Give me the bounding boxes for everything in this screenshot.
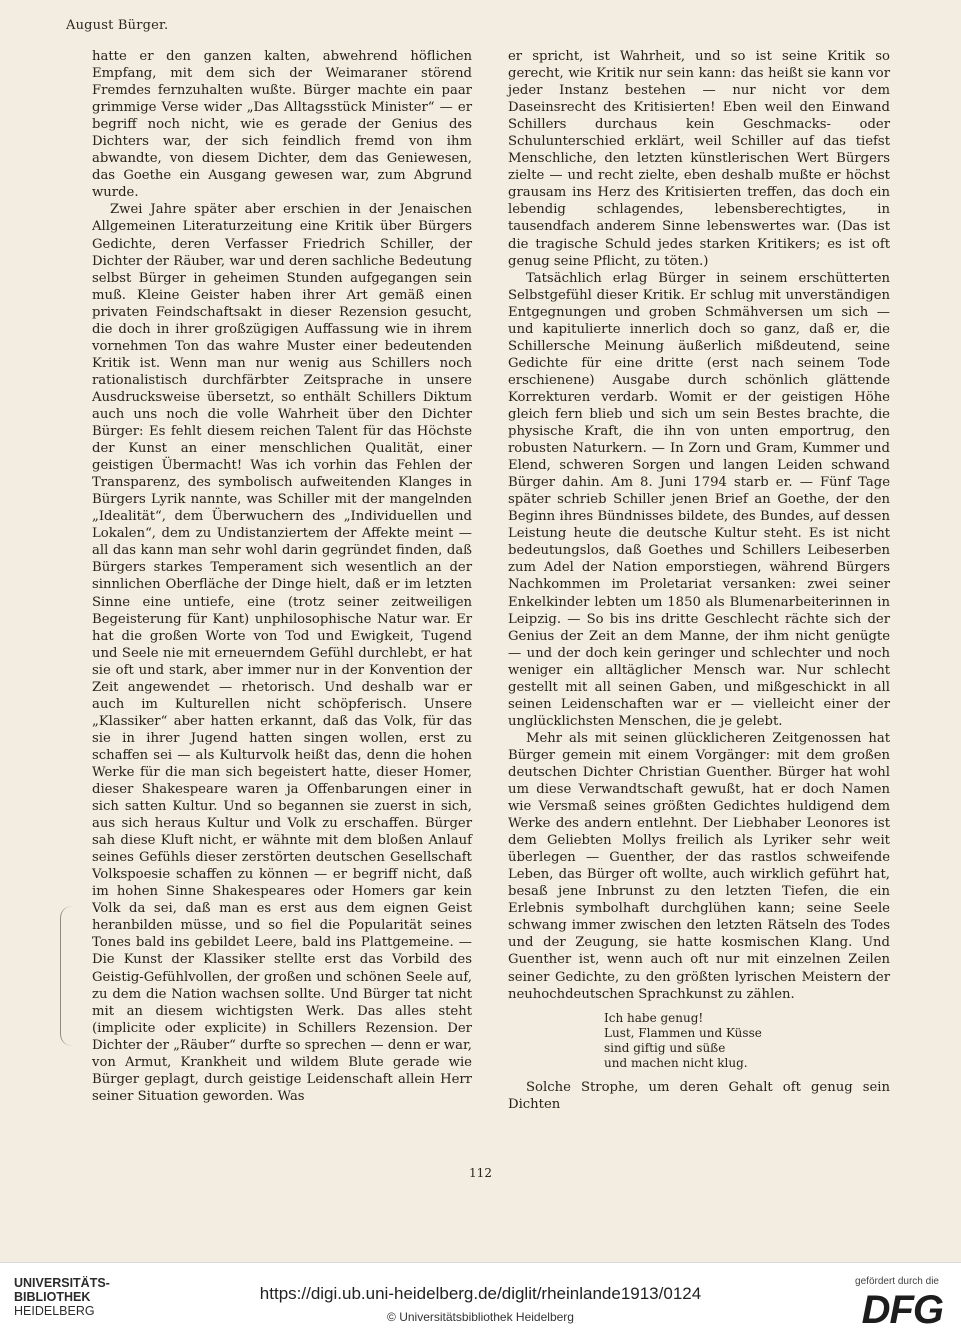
left-column (92, 48, 472, 1105)
library-logo-line: UNIVERSITÄTS- (14, 1276, 110, 1290)
dfg-logo[interactable]: DFG (861, 1288, 943, 1332)
poem-line: sind giftig und süße (604, 1040, 726, 1055)
right-column (508, 48, 890, 1113)
poem-line: Ich habe genug! (604, 1010, 704, 1025)
running-header: August Bürger. (66, 18, 169, 33)
poem-line: und machen nicht klug. (604, 1055, 748, 1070)
library-logo-line: HEIDELBERG (14, 1304, 95, 1318)
poem-quote (604, 1011, 890, 1071)
permalink-url[interactable]: https://digi.ub.uni-heidelberg.de/diglit/rheinlande1913/0124 (259, 1284, 702, 1303)
right-closing: Solche Strophe, um deren Gehalt oft genug sein Dichten (508, 1079, 890, 1112)
margin-pencil-bracket (60, 906, 83, 1046)
left-paragraph-1: hatte er den ganzen kalten, abwehrend höflichen Empfang, mit dem sich der Weimaraner störend Fremdes fernzuhalten wußte. Bürger machte ein paar grimmige Verse wider „Das Alltagsstück Minister“ — er begriff noch nicht, wie es gerade der Genius des Dichters war, der sich feindlich fremd von ihm abwandte, von diesem Dichter, dem das Geniewesen, das Goethe ein Ausgang gewesen war, zum Abgrund wurde. (92, 49, 472, 201)
right-paragraph-1: Tatsächlich erlag Bürger in seinem erschütterten Selbstgefühl dieser Kritik. Er schlug mit unverständigen Entgegnungen und groben Schmähversen um sich — und kapitulierte innerlich doch so ganz, daß er, die Schillersche Meinung äußerlich mißdeutend, seine Gedichte für eine dritte (erst nach seinem Tode erschienene) Ausgabe durch schönlich glättende Korrekturen verdarb. Womit er der geistigen Höhe gleich fern blieb und sich um sein Bestes brachte, die physische Kraft, die ihn von unten emportrug, den robusten Naturkern. — In Zorn und Gram, Kummer und Elend, schweren Sorgen und langen Leiden schwand Bürger dahin. Am 8. Juni 1794 starb er. — Fünf Tage später schrieb Schiller jenen Brief an Goethe, der den Beginn ihres Bündnisses bildete, des Bundes, auf dessen Leistung heute die deutsche Kultur steht. Es ist nicht bedeutungslos, daß Goethes und Schillers Leibeserben zum Adel der Nation emporstiegen, während Bürgers Nachkommen im Proletariat versanken: zwei seiner Enkelkinder lebten um 1850 als Blumenarbeiterinnen in Leipzig. — So bis ins dritte Geschlecht rächte sich der Genius der Zeit an dem Manne, der ihm nicht genügte — und der doch kein geringer und schlechter und noch weniger ein alltäglicher Mensch war. Nur schlecht gestellt mit all seinen Gaben, und mißgeschickt in all seinen Leidenschaften war er — vielleicht einer der unglücklichsten Menschen, die je gelebt. (508, 270, 890, 729)
poem-line: Lust, Flammen und Küsse (604, 1025, 762, 1040)
funding-label: gefördert durch die (855, 1276, 939, 1287)
left-paragraph-2: Zwei Jahre später aber erschien in der Jenaischen Allgemeinen Literaturzeitung eine Kritik über Bürgers Gedichte, deren Verfasser Friedrich Schiller, der Dichter der Räuber, war und deren sachliche Bedeutung selbst Bürger in geheimen Stunden aufgegangen sein muß. Kleine Geister haben ihrer Art gemäß einen privaten Feindschaftsakt in dieser Rezension gesucht, die doch in ihrer großzügigen Auffassung wie in ihrem vornehmen Ton das wahre Muster einer bedeutenden Kritik ist. Wenn man nur wenig aus Schillers noch rationalistisch durchfärbter Zeitsprache in unsere Ausdrucksweise übersetzt, so enthält Schillers Diktum auch uns noch die volle Wahrheit über den Dichter Bürger: Es fehlt diesem reichen Talent für das Höchste der Kunst an einer menschlichen Qualität, einer geistigen Übermacht! Was ich vorhin das Fehlen der Transparenz, des symbolisch aufweitenden Klanges in Bürgers Lyrik nannte, was Schiller mit der mangelnden „Idealität“, dem Überwuchern des „Individuellen und Lokalen“, dem zu Undistanziertem der Affekte meint — all das kann man sehr wohl darin gegründet finden, daß Bürgers starkes Temperament sich wesentlich an der sinnlichen Oberfläche der Dinge hielt, daß er im letzten Sinne eine untiefe, eine (trotz seiner zeitweiligen Begeisterung für Kant) unphilosophische Natur war. Er hat die großen Worte von Tod und Ewigkeit, Tugend und Seele nie mit erneuerndem Gefühl durchlebt, er hat sie oft und stark, aber immer nur in der Konvention der Zeit angewendet — rhetorisch. Und deshalb war er auch im Kulturellen nicht schöpferisch. Unsere „Klassiker“ aber hatten erkannt, daß das Volk, für das sie in ihrer Jugend hatten singen wollen, erst zu schaffen sei — als Kulturvolk heißt das, denn die hohen Werke für die man sich begeistert hatte, dieser Homer, dieser Shakespeare waren ja Offenbarungen einer in sich satten Kultur. Und so begannen sie zuerst in sich, aus sich heraus Kultur und Volk zu erschaffen. Bürger sah diese Kluft nicht, er wähnte mit dem bloßen Anlauf seines Gefühls dieser zerstörten deutschen Gesellschaft Volkspoesie schaffen zu können — er begriff nicht, daß im hohen Sinne Shakespeares oder Homers gar kein Volk da sei, daß man es erst aus dem eignen Geist heranbilden müsse, und so fiel die Popularität seines Tones bald ins gebildet Leere, bald ins Plattgemeine. — Die Kunst der Klassiker stellte erst das Vorbild des Geistig-Gefühlvollen, der großen und schönen Seele auf, zu dem die Nation wachsen sollte. Und Bürger tat nicht mit an diesem wichtigsten Werk. Das alles steht (implicite oder explicite) in Schillers Rezension. Der Dichter der „Räuber“ durfte so sprechen — denn er war, von Armut, Krankheit und wildem Blute gerade wie Bürger geplagt, durch geistige Leidenschaft allein Herr seiner Situation geworden. Was (92, 202, 472, 1104)
footer-divider (0, 1262, 961, 1263)
library-logo-line: BIBLIOTHEK (14, 1290, 91, 1304)
right-continuation: er spricht, ist Wahrheit, und so ist seine Kritik so gerecht, wie Kritik nur sein kann: das heißt sie kann vor jeder Instanz bestehen — nur nicht vor dem Daseinsrecht des Kritisierten! Eben weil den Einwand Schillers durchaus kein Geschmacks- oder Schulunterschied erklärt, weil Schiller auf das tiefst Menschliche, den letzten künstlerischen Wert Bürgers zielte — und recht zielte, eben deshalb mußte er höchst grausam ins Herz des Kritisierten treffen, das doch ein lebendig schlagendes, lebensberechtigtes, in tausendfach anderem Sinne lebenswertes war. (Das ist die tragische Schuld jedes starken Kritikers; es ist oft genug seine Pflicht, zu töten.) (508, 49, 890, 269)
right-paragraph-2: Mehr als mit seinen glücklicheren Zeitgenossen hat Bürger gemein mit einem Vorgänger: mit dem großen deutschen Dichter Christian Guenther. Bürger hat wohl um diese Verwandtschaft gewußt, hat er doch Namen wie Versmaß seines größten Gedichtes huldigend dem Werke des andern entlehnt. Der Liebhaber Leonores ist dem Geliebten Mollys freilich als Lyriker sehr weit überlegen — Guenther, der das rastlos schweifende Leben, das Bürger oft wollte, auch wirklich geführt hat, besaß jene Inbrunst zu den letzten Tiefen, die ein Erlebnis symbolhaft durchglühen kann; seine Seele schwang immer zwischen den letzten Rätseln des Todes und der Zeugung, sie hatte kosmischen Klang. Und Guenther ist, wenn auch oft nur mit einzelnen Zeilen seiner Gedichte, zu den größten lyrischen Meistern der neuhochdeutschen Sprachkunst zu zählen. (508, 730, 890, 1002)
page-number: 112 (469, 1166, 492, 1180)
copyright-notice: © Universitätsbibliothek Heidelberg (387, 1310, 574, 1324)
